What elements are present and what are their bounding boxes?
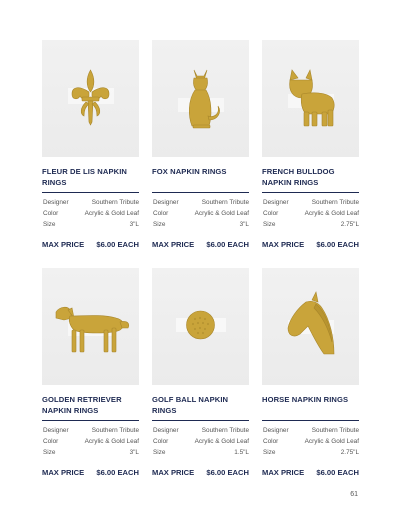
title-divider: [42, 420, 139, 421]
title-divider: [42, 192, 139, 193]
spec-label: Designer: [153, 427, 179, 435]
product-specs: [262, 197, 359, 230]
spec-label: Designer: [263, 199, 289, 207]
price-label: MAX PRICE: [42, 240, 85, 250]
price-value: $6.00 EACH: [96, 468, 139, 478]
price-label: MAX PRICE: [262, 468, 305, 478]
spec-label: Designer: [43, 199, 69, 207]
spec-row-color: [152, 436, 249, 447]
product-photo-golden-retriever: [42, 268, 139, 385]
title-divider: [262, 192, 359, 193]
spec-row-size: [42, 219, 139, 230]
spec-row-color: [42, 436, 139, 447]
title-divider: [152, 192, 249, 193]
spec-value: Southern Tribute: [311, 199, 359, 207]
spec-value: Acrylic & Gold Leaf: [84, 210, 139, 218]
spec-label: Color: [263, 438, 279, 446]
spec-value: Acrylic & Gold Leaf: [194, 210, 249, 218]
spec-label: Color: [263, 210, 279, 218]
spec-label: Color: [43, 438, 59, 446]
spec-label: Designer: [43, 427, 69, 435]
price-row: [262, 468, 359, 477]
product-photo-fox: [152, 40, 249, 157]
product-title: GOLDEN RETRIEVER NAPKIN RINGS: [42, 395, 122, 415]
golf-ball-image: [152, 268, 249, 385]
product-title: FLEUR DE LIS NAPKIN RINGS: [42, 167, 128, 187]
product-photo-golf-ball: [152, 268, 249, 385]
price-value: $6.00 EACH: [206, 468, 249, 478]
spec-label: Color: [153, 438, 169, 446]
spec-row-color: [262, 208, 359, 219]
fox-image: [152, 40, 249, 157]
price-row: [262, 240, 359, 249]
spec-value: 1.5"L: [234, 449, 249, 457]
price-label: MAX PRICE: [42, 468, 85, 478]
product-specs: [262, 425, 359, 458]
spec-value: Southern Tribute: [91, 427, 139, 435]
spec-value: Acrylic & Gold Leaf: [84, 438, 139, 446]
spec-value: Acrylic & Gold Leaf: [194, 438, 249, 446]
spec-row-designer: [42, 197, 139, 208]
spec-value: 3"L: [129, 449, 139, 457]
spec-row-color: [152, 208, 249, 219]
spec-row-designer: [152, 425, 249, 436]
spec-label: Size: [263, 449, 276, 457]
product-photo-fleur-de-lis: [42, 40, 139, 157]
price-row: [152, 240, 249, 249]
price-value: $6.00 EACH: [96, 240, 139, 250]
price-row: [42, 240, 139, 249]
spec-value: 3"L: [239, 221, 249, 229]
price-label: MAX PRICE: [152, 240, 195, 250]
spec-label: Size: [43, 221, 56, 229]
spec-label: Designer: [153, 199, 179, 207]
spec-label: Size: [263, 221, 276, 229]
price-label: MAX PRICE: [262, 240, 305, 250]
price-value: $6.00 EACH: [316, 240, 359, 250]
product-card-fox[interactable]: [152, 40, 249, 268]
product-title: HORSE NAPKIN RINGS: [262, 395, 349, 404]
product-specs: [152, 425, 249, 458]
spec-value: Southern Tribute: [91, 199, 139, 207]
product-specs: [42, 197, 139, 230]
spec-row-size: [152, 219, 249, 230]
product-photo-horse: [262, 268, 359, 385]
spec-label: Size: [153, 221, 166, 229]
title-divider: [152, 420, 249, 421]
french-bulldog-image: [262, 40, 359, 157]
spec-label: Size: [43, 449, 56, 457]
spec-value: Southern Tribute: [311, 427, 359, 435]
spec-value: Acrylic & Gold Leaf: [304, 438, 359, 446]
product-title: FOX NAPKIN RINGS: [152, 167, 227, 176]
price-label: MAX PRICE: [152, 468, 195, 478]
spec-value: Southern Tribute: [201, 427, 249, 435]
product-title: FRENCH BULLDOG NAPKIN RINGS: [262, 167, 335, 187]
spec-row-color: [42, 208, 139, 219]
spec-row-color: [262, 436, 359, 447]
price-value: $6.00 EACH: [316, 468, 359, 478]
spec-row-size: [42, 447, 139, 458]
product-title: GOLF BALL NAPKIN RINGS: [152, 395, 229, 415]
product-card-french-bulldog[interactable]: [262, 40, 359, 268]
spec-row-designer: [262, 425, 359, 436]
golden-retriever-image: [42, 268, 139, 385]
product-photo-french-bulldog: [262, 40, 359, 157]
title-divider: [262, 420, 359, 421]
spec-value: 3"L: [129, 221, 139, 229]
product-card-golf-ball[interactable]: [152, 268, 249, 496]
page-number: 61: [350, 491, 358, 498]
horse-image: [262, 268, 359, 385]
spec-row-designer: [42, 425, 139, 436]
spec-row-size: [262, 447, 359, 458]
spec-row-size: [152, 447, 249, 458]
product-specs: [152, 197, 249, 230]
spec-value: Southern Tribute: [201, 199, 249, 207]
price-row: [152, 468, 249, 477]
spec-label: Designer: [263, 427, 289, 435]
product-card-horse[interactable]: [262, 268, 359, 496]
price-row: [42, 468, 139, 477]
spec-value: Acrylic & Gold Leaf: [304, 210, 359, 218]
spec-label: Size: [153, 449, 166, 457]
spec-label: Color: [43, 210, 59, 218]
product-card-golden-retriever[interactable]: [42, 268, 139, 496]
spec-row-designer: [262, 197, 359, 208]
spec-row-size: [262, 219, 359, 230]
spec-row-designer: [152, 197, 249, 208]
product-specs: [42, 425, 139, 458]
spec-value: 2.75"L: [340, 221, 359, 229]
spec-value: 2.75"L: [340, 449, 359, 457]
fleur-de-lis-image: [42, 40, 139, 157]
product-card-fleur-de-lis[interactable]: [42, 40, 139, 268]
price-value: $6.00 EACH: [206, 240, 249, 250]
spec-label: Color: [153, 210, 169, 218]
product-grid: [42, 40, 360, 496]
